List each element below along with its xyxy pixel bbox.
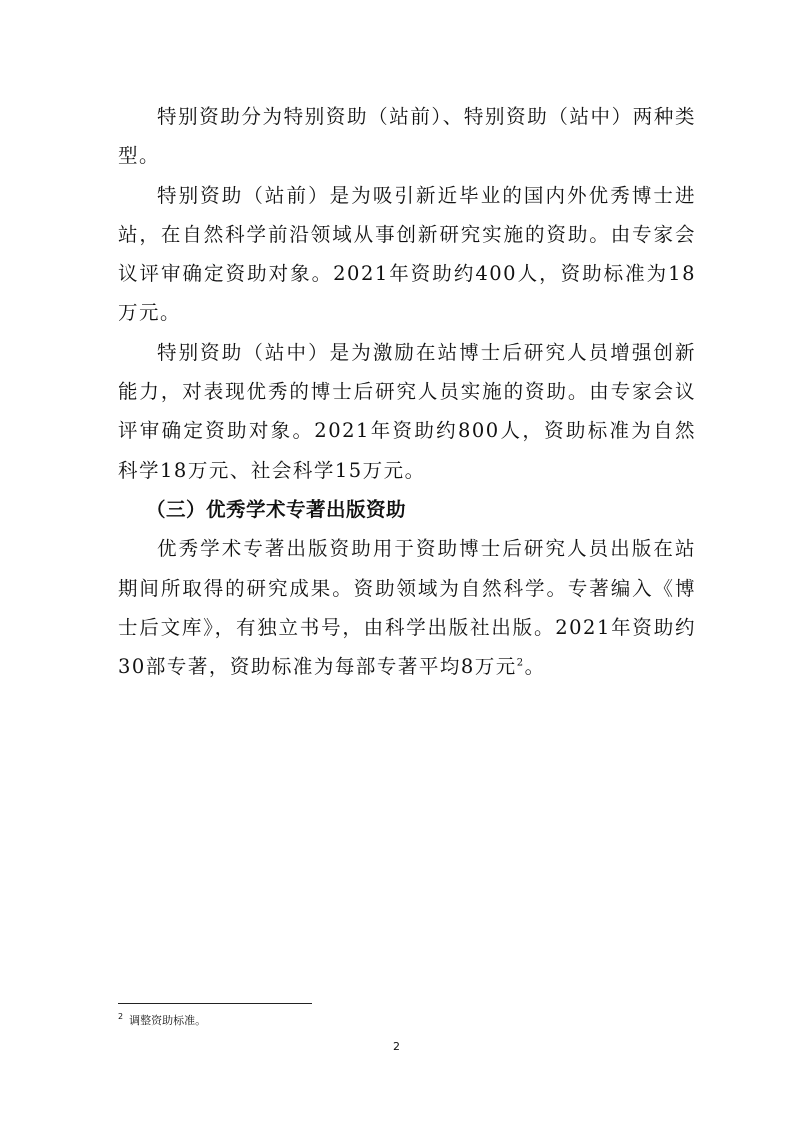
- paragraph-types: 特别资助分为特别资助（站前）、特别资助（站中）两种类型。: [118, 105, 696, 168]
- footnote-divider: [118, 1003, 312, 1004]
- page-number: 2: [393, 1040, 400, 1053]
- footnote-text: 调整资助标准。: [129, 1014, 207, 1027]
- footnote: [118, 1012, 206, 1028]
- body-text: [118, 97, 696, 686]
- section-heading: （三）优秀学术专著出版资助: [146, 497, 407, 521]
- paragraph-in-station: 特别资助（站中）是为激励在站博士后研究人员增强创新能力，对表现优秀的博士后研究人员实施的资助。由专家会议评审确定资助对象。2021年资助约800人，资助标准为自然科学18万元、社会科学15万元。: [118, 340, 696, 482]
- footnote-reference[interactable]: 2: [516, 657, 525, 669]
- footnote-mark: 2: [118, 1012, 124, 1022]
- paragraph-monograph: [118, 529, 696, 686]
- paragraph-monograph-end: 。: [524, 655, 546, 679]
- paragraph-pre-station: 特别资助（站前）是为吸引新近毕业的国内外优秀博士进站，在自然科学前沿领域从事创新研究实施的资助。由专家会议评审确定资助对象。2021年资助约400人，资助标准为18万元。: [118, 183, 696, 325]
- paragraph-monograph-text: 优秀学术专著出版资助用于资助博士后研究人员出版在站期间所取得的研究成果。资助领域为自然科学。专著编入《博士后文库》，有独立书号，由科学出版社出版。2021年资助约30部专著，资助标准为每部专著平均8万元: [118, 537, 696, 679]
